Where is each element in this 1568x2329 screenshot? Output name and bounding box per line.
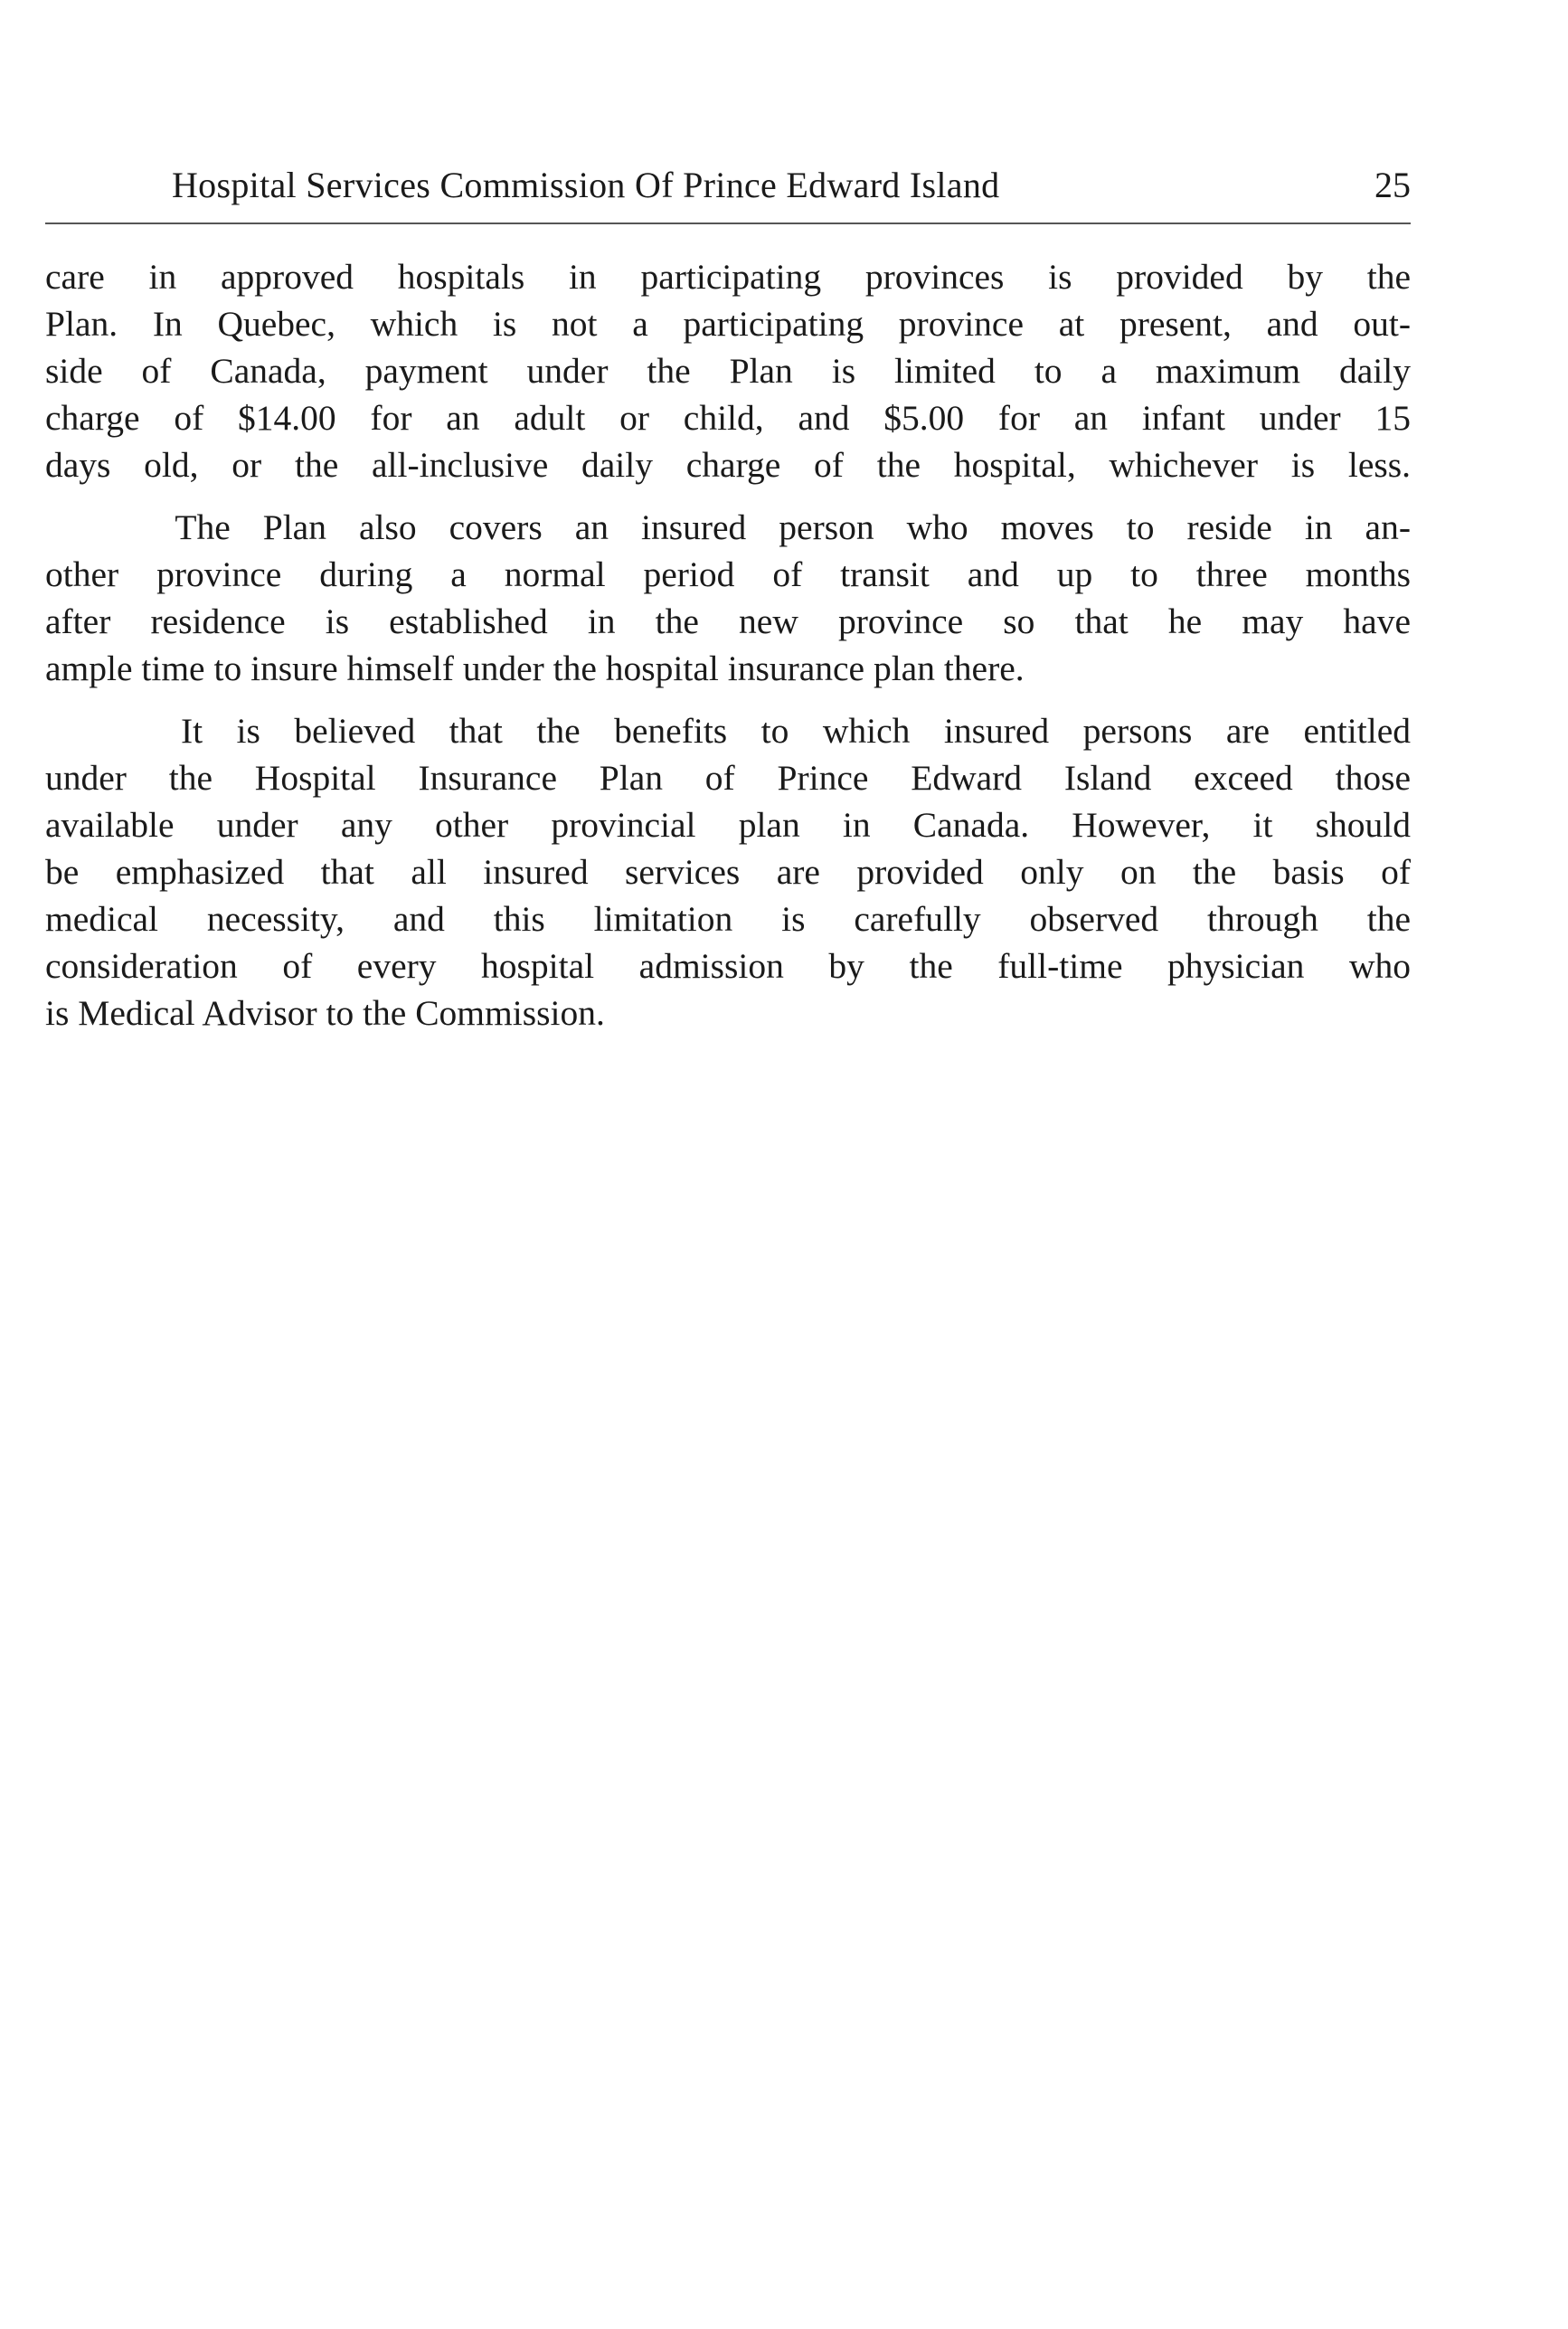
text-line: care in approved hospitals in participating provinces is provided by the xyxy=(45,257,1411,297)
text-line: consideration of every hospital admission by the full-time physician who xyxy=(45,946,1411,986)
text-line: medical necessity, and this limitation is carefully observed through the xyxy=(45,899,1411,939)
body-text xyxy=(45,253,1411,1037)
header-rule xyxy=(45,222,1411,224)
running-header xyxy=(45,163,1411,226)
paragraph-2 xyxy=(45,504,1411,692)
text-line: charge of $14.00 for an adult or child, and $5.00 for an infant under 15 xyxy=(45,398,1411,438)
text-line: ample time to insure himself under the hospital insurance plan there. xyxy=(45,649,1025,688)
text-line: available under any other provincial plan in Canada. However, it should xyxy=(45,805,1411,845)
text-line: days old, or the all-inclusive daily charge of the hospital, whichever is less. xyxy=(45,445,1411,485)
text-line: Plan. In Quebec, which is not a participating province at present, and out- xyxy=(45,304,1411,344)
text-line: It is believed that the benefits to which insured persons are entitled xyxy=(45,711,1411,751)
running-title: Hospital Services Commission Of Prince Edward Island xyxy=(172,165,1000,205)
text-line: after residence is established in the new province so that he may have xyxy=(45,601,1411,641)
text-line: is Medical Advisor to the Commission. xyxy=(45,993,605,1033)
text-line: The Plan also covers an insured person who moves to reside in an- xyxy=(45,507,1411,547)
page-number: 25 xyxy=(1374,165,1411,205)
paragraph-3 xyxy=(45,707,1411,1037)
paragraph-1 xyxy=(45,253,1411,488)
text-line: be emphasized that all insured services are provided only on the basis of xyxy=(45,852,1411,892)
text-line: other province during a normal period of transit and up to three months xyxy=(45,554,1411,594)
text-line: under the Hospital Insurance Plan of Prince Edward Island exceed those xyxy=(45,758,1411,798)
text-line: side of Canada, payment under the Plan is limited to a maximum daily xyxy=(45,351,1411,391)
